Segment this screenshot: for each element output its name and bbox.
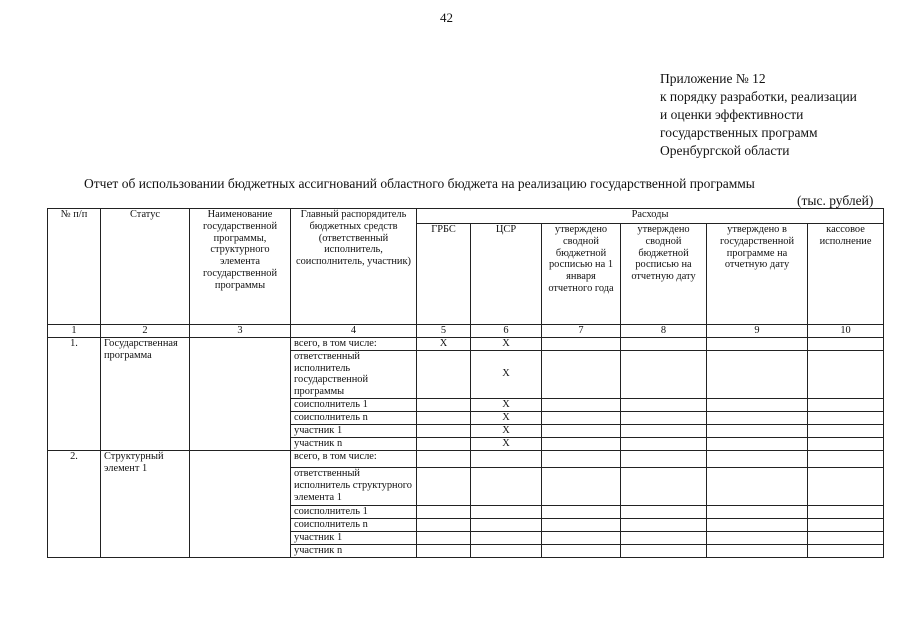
row-name — [190, 337, 291, 450]
row-approved-program — [707, 531, 808, 544]
row-participant: участник n — [291, 437, 417, 450]
header-num: № п/п — [48, 209, 101, 325]
column-number: 1 — [48, 325, 101, 338]
column-number: 3 — [190, 325, 291, 338]
row-cash — [808, 424, 884, 437]
row-num: 2. — [48, 450, 101, 557]
column-number: 6 — [471, 325, 542, 338]
row-approved-report — [621, 450, 707, 467]
column-number: 5 — [417, 325, 471, 338]
row-grbs — [417, 505, 471, 518]
row-approved-report — [621, 350, 707, 398]
row-csr: X — [471, 350, 542, 398]
row-cash — [808, 505, 884, 518]
row-participant: участник 1 — [291, 531, 417, 544]
header-cash: кассовое исполнение — [808, 224, 884, 325]
row-grbs — [417, 518, 471, 531]
row-approved-jan — [542, 350, 621, 398]
table-row — [48, 337, 884, 350]
header-csr: ЦСР — [471, 224, 542, 325]
header-name: Наименование государственной программы, структурного элемента государственной программы — [190, 209, 291, 325]
row-approved-jan — [542, 531, 621, 544]
table-row — [48, 450, 884, 467]
header-row — [48, 209, 884, 224]
row-grbs — [417, 531, 471, 544]
row-approved-program — [707, 505, 808, 518]
appendix-header — [660, 70, 857, 160]
row-approved-jan — [542, 437, 621, 450]
row-status: Государственная программа — [101, 337, 190, 450]
appendix-line: к порядку разработки, реализации — [660, 89, 857, 104]
row-approved-report — [621, 467, 707, 505]
row-csr — [471, 531, 542, 544]
column-number-row — [48, 325, 884, 338]
header-approved-program: утверждено в государственной программе на отчетную дату — [707, 224, 808, 325]
row-participant: соисполнитель n — [291, 518, 417, 531]
row-csr — [471, 518, 542, 531]
header-grbs: ГРБС — [417, 224, 471, 325]
row-csr: X — [471, 424, 542, 437]
column-number: 4 — [291, 325, 417, 338]
header-approved-report: утверждено сводной бюджетной росписью на отчетную дату — [621, 224, 707, 325]
row-cash — [808, 531, 884, 544]
row-csr — [471, 505, 542, 518]
row-grbs — [417, 424, 471, 437]
row-num: 1. — [48, 337, 101, 450]
row-approved-jan — [542, 467, 621, 505]
row-grbs — [417, 467, 471, 505]
row-grbs — [417, 411, 471, 424]
row-cash — [808, 337, 884, 350]
row-csr — [471, 450, 542, 467]
row-approved-program — [707, 544, 808, 557]
row-grbs: X — [417, 337, 471, 350]
column-number: 8 — [621, 325, 707, 338]
row-approved-report — [621, 505, 707, 518]
row-approved-report — [621, 411, 707, 424]
row-cash — [808, 544, 884, 557]
row-cash — [808, 450, 884, 467]
row-approved-jan — [542, 398, 621, 411]
column-number: 7 — [542, 325, 621, 338]
row-approved-program — [707, 437, 808, 450]
row-cash — [808, 398, 884, 411]
row-approved-report — [621, 337, 707, 350]
units-label: (тыс. рублей) — [797, 193, 874, 208]
row-approved-jan — [542, 337, 621, 350]
row-participant: всего, в том числе: — [291, 450, 417, 467]
row-participant: участник n — [291, 544, 417, 557]
row-approved-program — [707, 411, 808, 424]
row-cash — [808, 518, 884, 531]
row-participant: соисполнитель n — [291, 411, 417, 424]
appendix-line: Приложение № 12 — [660, 71, 766, 86]
row-status: Структурный элемент 1 — [101, 450, 190, 557]
row-approved-program — [707, 350, 808, 398]
row-approved-jan — [542, 411, 621, 424]
row-cash — [808, 437, 884, 450]
row-grbs — [417, 398, 471, 411]
row-grbs — [417, 350, 471, 398]
row-participant: соисполнитель 1 — [291, 398, 417, 411]
row-csr: X — [471, 411, 542, 424]
row-approved-program — [707, 424, 808, 437]
page-number: 42 — [440, 10, 453, 25]
row-participant: ответственный исполнитель структурного элемента 1 — [291, 467, 417, 505]
row-grbs — [417, 437, 471, 450]
row-participant: всего, в том числе: — [291, 337, 417, 350]
report-title: Отчет об использовании бюджетных ассигнований областного бюджета на реализацию государственной программы — [84, 176, 755, 191]
row-approved-program — [707, 467, 808, 505]
row-approved-program — [707, 337, 808, 350]
row-approved-jan — [542, 450, 621, 467]
row-approved-report — [621, 518, 707, 531]
row-csr: X — [471, 337, 542, 350]
report-table — [47, 208, 884, 558]
row-approved-report — [621, 544, 707, 557]
row-approved-program — [707, 518, 808, 531]
row-participant: ответственный исполнитель государственной программы — [291, 350, 417, 398]
row-participant: соисполнитель 1 — [291, 505, 417, 518]
appendix-line: государственных программ — [660, 125, 818, 140]
header-expenses: Расходы — [417, 209, 884, 224]
appendix-line: Оренбургской области — [660, 143, 790, 158]
row-approved-jan — [542, 518, 621, 531]
row-approved-jan — [542, 505, 621, 518]
column-number: 2 — [101, 325, 190, 338]
row-approved-report — [621, 398, 707, 411]
header-approved-jan: утверждено сводной бюджетной росписью на 1 января отчетного года — [542, 224, 621, 325]
row-approved-report — [621, 424, 707, 437]
row-csr: X — [471, 437, 542, 450]
row-name — [190, 450, 291, 557]
row-approved-jan — [542, 424, 621, 437]
column-number: 9 — [707, 325, 808, 338]
row-participant: участник 1 — [291, 424, 417, 437]
row-grbs — [417, 544, 471, 557]
row-cash — [808, 411, 884, 424]
row-approved-report — [621, 531, 707, 544]
row-csr — [471, 544, 542, 557]
header-status: Статус — [101, 209, 190, 325]
row-approved-program — [707, 398, 808, 411]
header-main-manager: Главный распорядитель бюджетных средств (ответственный исполнитель, соисполнитель, участник) — [291, 209, 417, 325]
row-cash — [808, 350, 884, 398]
row-approved-program — [707, 450, 808, 467]
row-approved-report — [621, 437, 707, 450]
row-csr: X — [471, 398, 542, 411]
appendix-line: и оценки эффективности — [660, 107, 804, 122]
row-grbs — [417, 450, 471, 467]
row-cash — [808, 467, 884, 505]
row-csr — [471, 467, 542, 505]
column-number: 10 — [808, 325, 884, 338]
row-approved-jan — [542, 544, 621, 557]
